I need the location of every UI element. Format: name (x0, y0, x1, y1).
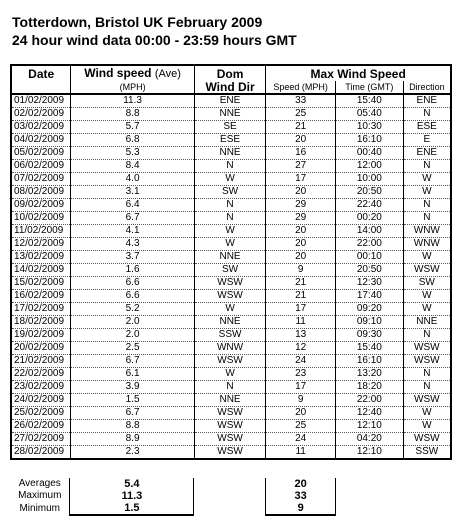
table-row (11, 355, 451, 368)
max-time-cell: 14:00 (336, 225, 404, 238)
date-cell: 04/02/2009 (11, 134, 71, 147)
table-row (11, 342, 451, 355)
date-cell: 27/02/2009 (11, 433, 71, 446)
ave-speed-cell: 2.5 (71, 342, 194, 355)
table-row (11, 290, 451, 303)
max-speed-cell: 20 (266, 407, 336, 420)
max-time-cell: 22:00 (336, 394, 404, 407)
max-time-cell: 12:10 (336, 446, 404, 460)
date-cell: 06/02/2009 (11, 160, 71, 173)
dom-dir-cell: ENE (194, 94, 266, 108)
date-cell: 19/02/2009 (11, 329, 71, 342)
max-speed-cell: 24 (266, 355, 336, 368)
max-dir-cell: ENE (403, 147, 451, 160)
wind-speed-header (71, 65, 194, 81)
table-row (11, 251, 451, 264)
max-speed-cell: 24 (266, 433, 336, 446)
summary-spacer (194, 478, 266, 490)
max-dir-header: Direction (403, 81, 451, 94)
max-time-cell: 09:20 (336, 303, 404, 316)
max-dir-cell: N (403, 212, 451, 225)
date-cell: 15/02/2009 (11, 277, 71, 290)
summary-spacer (404, 490, 452, 502)
max-time-cell: 12:40 (336, 407, 404, 420)
max-time-header: Time (GMT) (336, 81, 404, 94)
max-time-cell: 22:40 (336, 199, 404, 212)
summary-row (10, 502, 452, 515)
ave-speed-cell: 6.7 (71, 407, 194, 420)
ave-speed-cell: 8.4 (71, 160, 194, 173)
max-speed-cell: 9 (266, 264, 336, 277)
summary-spacer (336, 490, 404, 502)
max-speed-cell: 29 (266, 212, 336, 225)
dom-dir-cell: N (194, 381, 266, 394)
max-speed-cell: 23 (266, 368, 336, 381)
dom-header-line2: Wind Dir (194, 81, 266, 94)
summary-spacer (194, 490, 266, 502)
max-speed-cell: 17 (266, 173, 336, 186)
max-time-cell: 18:20 (336, 381, 404, 394)
date-cell: 25/02/2009 (11, 407, 71, 420)
ave-speed-cell: 4.3 (71, 238, 194, 251)
date-cell: 08/02/2009 (11, 186, 71, 199)
date-cell: 18/02/2009 (11, 316, 71, 329)
max-time-cell: 10:00 (336, 173, 404, 186)
ave-speed-cell: 1.6 (71, 264, 194, 277)
max-dir-cell: N (403, 368, 451, 381)
table-row (11, 225, 451, 238)
date-cell: 07/02/2009 (11, 173, 71, 186)
table-row (11, 108, 451, 121)
max-wind-header: Max Wind Speed (266, 65, 451, 81)
dom-dir-cell: SE (194, 121, 266, 134)
summary-label: Minimum (19, 502, 61, 514)
max-dir-cell: WSW (403, 342, 451, 355)
ave-speed-cell: 6.6 (71, 290, 194, 303)
ave-speed-cell: 6.1 (71, 368, 194, 381)
dom-dir-cell: WSW (194, 355, 266, 368)
table-row (11, 368, 451, 381)
dom-dir-cell: W (194, 303, 266, 316)
date-cell: 22/02/2009 (11, 368, 71, 381)
ave-speed-cell: 6.7 (71, 212, 194, 225)
max-time-cell: 15:40 (336, 342, 404, 355)
ave-speed-cell: 5.2 (71, 303, 194, 316)
max-dir-cell: W (403, 173, 451, 186)
max-dir-cell: NNE (403, 316, 451, 329)
summary-spacer (404, 478, 452, 490)
summary-label: Maximum (18, 490, 62, 501)
date-cell: 02/02/2009 (11, 108, 71, 121)
max-dir-cell: SW (403, 277, 451, 290)
ave-speed-cell: 6.7 (71, 355, 194, 368)
max-time-cell: 09:10 (336, 316, 404, 329)
max-speed-cell: 13 (266, 329, 336, 342)
table-row (11, 277, 451, 290)
table-row (11, 420, 451, 433)
ave-speed-cell: 6.8 (71, 134, 194, 147)
ave-speed-cell: 4.0 (71, 173, 194, 186)
max-speed-cell: 11 (266, 316, 336, 329)
date-cell: 11/02/2009 (11, 225, 71, 238)
date-cell: 17/02/2009 (11, 303, 71, 316)
table-row (11, 134, 451, 147)
date-cell: 26/02/2009 (11, 420, 71, 433)
ave-speed-cell: 2.3 (71, 446, 194, 460)
max-dir-cell: SSW (403, 446, 451, 460)
table-row (11, 446, 451, 460)
max-speed-cell: 12 (266, 342, 336, 355)
max-dir-cell: N (403, 329, 451, 342)
max-speed-cell: 20 (266, 238, 336, 251)
max-speed-cell: 27 (266, 160, 336, 173)
max-time-cell: 16:10 (336, 134, 404, 147)
table-row (11, 407, 451, 420)
dom-dir-cell: SW (194, 186, 266, 199)
date-cell: 05/02/2009 (11, 147, 71, 160)
table-row (11, 160, 451, 173)
max-dir-cell: WSW (403, 433, 451, 446)
dom-dir-cell: WSW (194, 433, 266, 446)
dom-dir-cell: N (194, 199, 266, 212)
max-time-cell: 20:50 (336, 186, 404, 199)
summary-max-value: 9 (266, 502, 336, 515)
max-dir-cell: N (403, 381, 451, 394)
dom-dir-cell: N (194, 160, 266, 173)
wind-data-table (10, 64, 452, 460)
wind-unit-header: (MPH) (71, 81, 194, 94)
date-cell: 13/02/2009 (11, 251, 71, 264)
max-time-cell: 12:00 (336, 160, 404, 173)
date-cell: 09/02/2009 (11, 199, 71, 212)
ave-speed-cell: 3.7 (71, 251, 194, 264)
dom-dir-cell: SSW (194, 329, 266, 342)
dom-dir-cell: W (194, 173, 266, 186)
table-row (11, 199, 451, 212)
max-dir-cell: WSW (403, 394, 451, 407)
ave-speed-cell: 8.9 (71, 433, 194, 446)
max-time-cell: 15:40 (336, 94, 404, 108)
max-dir-cell: W (403, 303, 451, 316)
dom-dir-cell: WSW (194, 290, 266, 303)
max-dir-cell: WSW (403, 264, 451, 277)
max-time-cell: 00:40 (336, 147, 404, 160)
max-speed-cell: 20 (266, 186, 336, 199)
wind-speed-ave-label: (Ave) (154, 68, 181, 80)
max-dir-cell: ESE (403, 121, 451, 134)
wind-speed-label: Wind speed (84, 66, 152, 80)
table-row (11, 381, 451, 394)
dom-dir-cell: W (194, 368, 266, 381)
table-row (11, 121, 451, 134)
table-row (11, 329, 451, 342)
summary-row (10, 490, 452, 502)
max-dir-cell: E (403, 134, 451, 147)
ave-speed-cell: 1.5 (71, 394, 194, 407)
date-cell: 24/02/2009 (11, 394, 71, 407)
summary-max-value: 33 (266, 490, 336, 502)
max-time-cell: 16:10 (336, 355, 404, 368)
max-time-cell: 09:30 (336, 329, 404, 342)
max-speed-cell: 20 (266, 225, 336, 238)
dom-dir-cell: SW (194, 264, 266, 277)
summary-ave-value: 11.3 (70, 490, 194, 502)
summary-ave-value: 1.5 (70, 502, 194, 515)
max-dir-cell: WNW (403, 238, 451, 251)
ave-speed-cell: 8.8 (71, 420, 194, 433)
max-speed-cell: 21 (266, 121, 336, 134)
dom-dir-cell: WSW (194, 446, 266, 460)
summary-row (10, 478, 452, 490)
max-dir-cell: N (403, 160, 451, 173)
max-speed-cell: 33 (266, 94, 336, 108)
summary-ave-value: 5.4 (70, 478, 194, 490)
max-dir-cell: WSW (403, 355, 451, 368)
max-dir-cell: W (403, 290, 451, 303)
max-time-cell: 00:10 (336, 251, 404, 264)
max-speed-cell: 29 (266, 199, 336, 212)
date-cell: 14/02/2009 (11, 264, 71, 277)
summary-spacer (404, 502, 452, 515)
table-row (11, 303, 451, 316)
date-cell: 01/02/2009 (11, 94, 71, 108)
max-time-cell: 04:20 (336, 433, 404, 446)
max-dir-cell: W (403, 407, 451, 420)
table-row (11, 238, 451, 251)
max-dir-cell: N (403, 199, 451, 212)
max-time-cell: 17:40 (336, 290, 404, 303)
date-cell: 23/02/2009 (11, 381, 71, 394)
dom-dir-cell: NNE (194, 394, 266, 407)
max-time-cell: 12:10 (336, 420, 404, 433)
table-row (11, 316, 451, 329)
dom-dir-cell: N (194, 212, 266, 225)
ave-speed-cell: 11.3 (71, 94, 194, 108)
dom-dir-cell: WSW (194, 407, 266, 420)
table-row (11, 173, 451, 186)
ave-speed-cell: 6.4 (71, 199, 194, 212)
dom-dir-cell: WSW (194, 420, 266, 433)
max-speed-cell: 20 (266, 134, 336, 147)
max-speed-cell: 17 (266, 381, 336, 394)
max-speed-cell: 25 (266, 108, 336, 121)
dom-dir-cell: ESE (194, 134, 266, 147)
table-row (11, 186, 451, 199)
max-dir-cell: W (403, 251, 451, 264)
ave-speed-cell: 2.0 (71, 316, 194, 329)
max-speed-cell: 17 (266, 303, 336, 316)
subheader-row (11, 81, 451, 94)
page-subtitle: 24 hour wind data 00:00 - 23:59 hours GMT (12, 32, 297, 48)
date-cell: 21/02/2009 (11, 355, 71, 368)
dom-dir-cell: NNE (194, 108, 266, 121)
max-time-cell: 10:30 (336, 121, 404, 134)
date-cell: 16/02/2009 (11, 290, 71, 303)
date-cell: 12/02/2009 (11, 238, 71, 251)
header-row (11, 65, 451, 81)
ave-speed-cell: 2.0 (71, 329, 194, 342)
dom-dir-cell: W (194, 238, 266, 251)
max-dir-cell: W (403, 186, 451, 199)
max-time-cell: 05:40 (336, 108, 404, 121)
max-speed-cell: 11 (266, 446, 336, 460)
ave-speed-cell: 4.1 (71, 225, 194, 238)
dom-dir-cell: WNW (194, 342, 266, 355)
summary-label: Averages (18, 478, 61, 489)
max-dir-cell: W (403, 420, 451, 433)
max-speed-header: Speed (MPH) (266, 81, 336, 94)
date-cell: 20/02/2009 (11, 342, 71, 355)
max-time-cell: 20:50 (336, 264, 404, 277)
ave-speed-cell: 6.6 (71, 277, 194, 290)
ave-speed-cell: 5.3 (71, 147, 194, 160)
date-subheader (11, 81, 71, 94)
max-time-cell: 12:30 (336, 277, 404, 290)
table-row (11, 264, 451, 277)
max-dir-cell: WNW (403, 225, 451, 238)
dom-dir-cell: NNE (194, 147, 266, 160)
table-row (11, 394, 451, 407)
ave-speed-cell: 5.7 (71, 121, 194, 134)
date-cell: 03/02/2009 (11, 121, 71, 134)
date-cell: 10/02/2009 (11, 212, 71, 225)
date-header: Date (11, 65, 71, 81)
max-dir-cell: N (403, 108, 451, 121)
ave-speed-cell: 3.9 (71, 381, 194, 394)
date-cell: 28/02/2009 (11, 446, 71, 460)
summary-max-value: 20 (266, 478, 336, 490)
table-row (11, 433, 451, 446)
table-row (11, 94, 451, 108)
max-speed-cell: 20 (266, 251, 336, 264)
table-row (11, 147, 451, 160)
ave-speed-cell: 8.8 (71, 108, 194, 121)
page-title: Totterdown, Bristol UK February 2009 (12, 14, 263, 30)
max-speed-cell: 9 (266, 394, 336, 407)
max-dir-cell: ENE (403, 94, 451, 108)
dom-dir-cell: W (194, 225, 266, 238)
summary-spacer (336, 478, 404, 490)
max-speed-cell: 21 (266, 290, 336, 303)
dom-dir-cell: NNE (194, 251, 266, 264)
summary-spacer (194, 502, 266, 515)
max-time-cell: 13:20 (336, 368, 404, 381)
max-time-cell: 22:00 (336, 238, 404, 251)
summary-spacer (336, 502, 404, 515)
dom-dir-cell: WSW (194, 277, 266, 290)
dom-header-line1: Dom (194, 65, 266, 81)
max-time-cell: 00:20 (336, 212, 404, 225)
max-speed-cell: 25 (266, 420, 336, 433)
max-speed-cell: 21 (266, 277, 336, 290)
summary-table (10, 478, 452, 516)
dom-dir-cell: NNE (194, 316, 266, 329)
max-speed-cell: 16 (266, 147, 336, 160)
ave-speed-cell: 3.1 (71, 186, 194, 199)
table-row (11, 212, 451, 225)
